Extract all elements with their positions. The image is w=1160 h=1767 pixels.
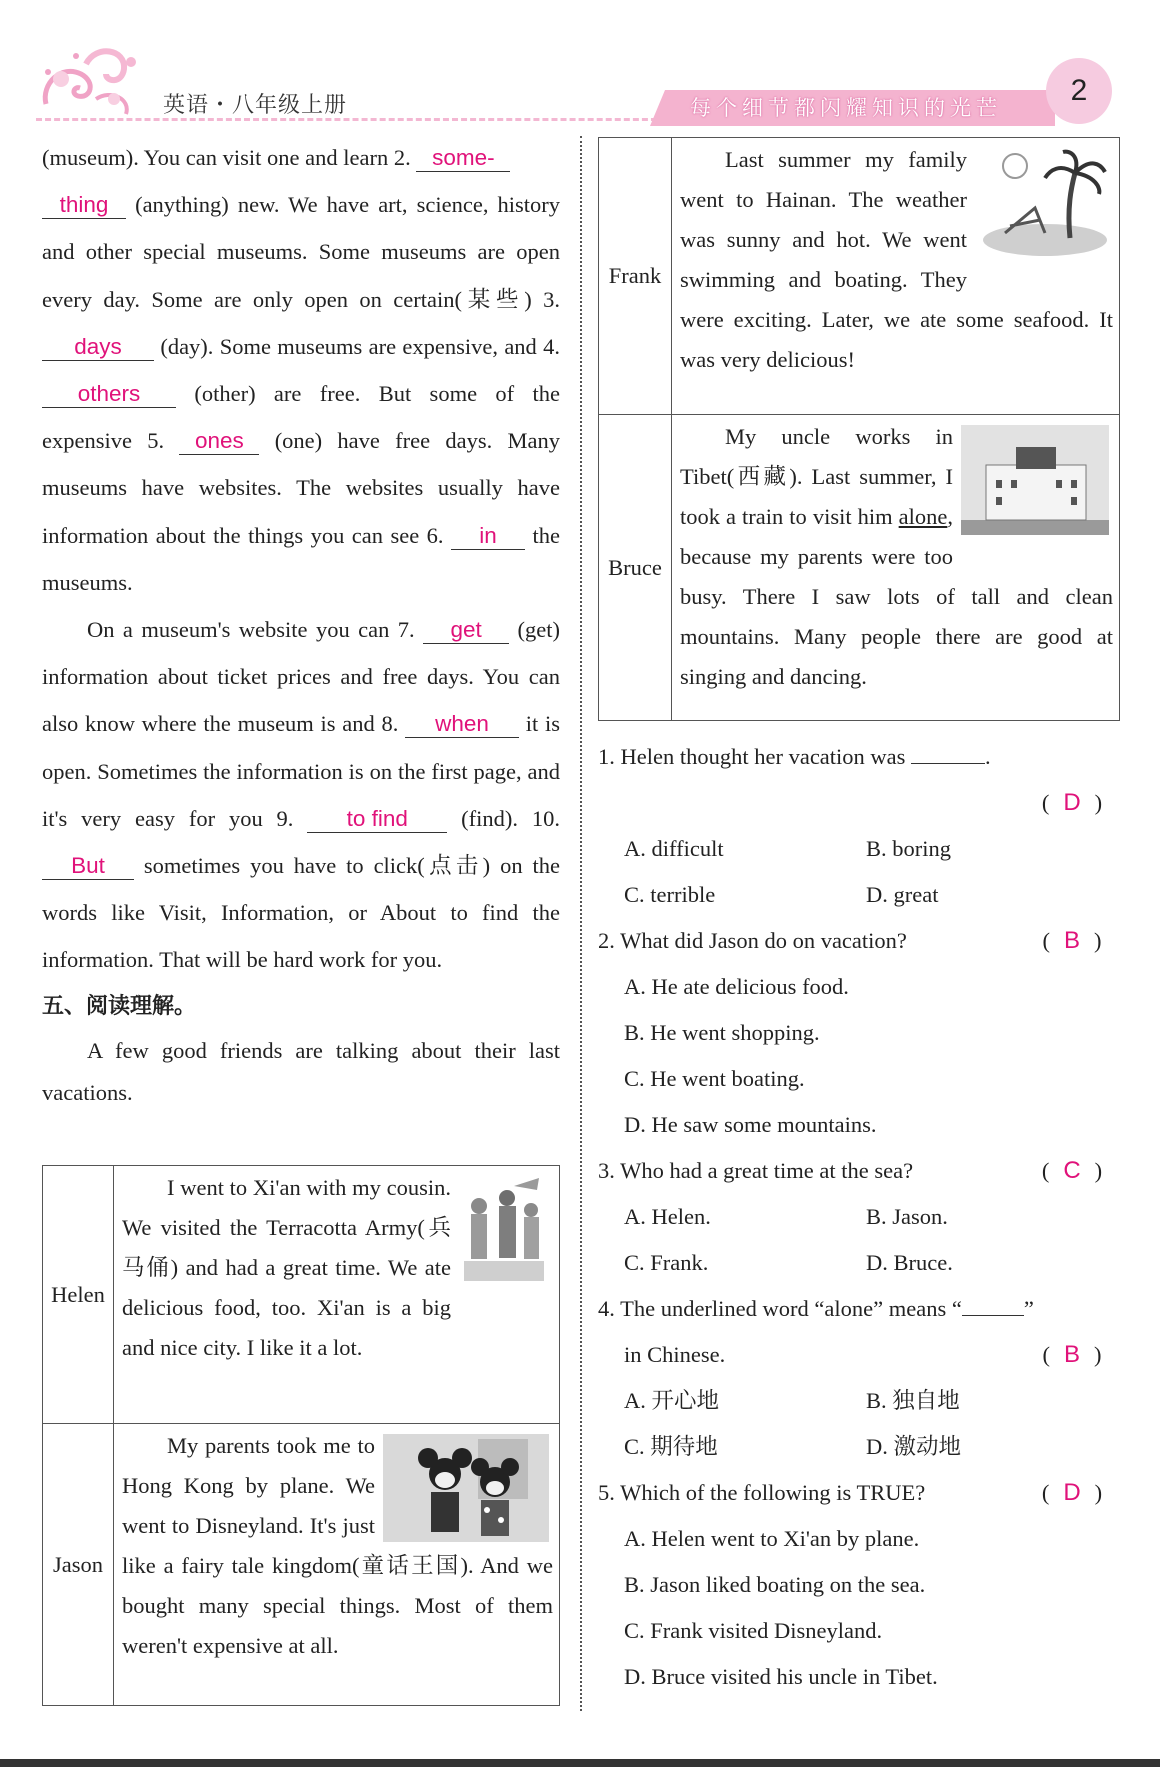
option-c[interactable]: C. He went boating. <box>624 1066 805 1091</box>
option-d[interactable]: D. Bruce. <box>866 1250 953 1275</box>
option-a[interactable]: A. Helen. <box>624 1204 711 1229</box>
option-b[interactable]: B. Jason liked boating on the sea. <box>624 1572 926 1597</box>
answer-3: C <box>1063 1157 1081 1184</box>
answer-4: B <box>1063 1341 1080 1368</box>
potala-palace-icon <box>961 425 1109 535</box>
cloze-paragraph-2: On a museum's website you can 7. get (get) information about ticket prices and free days. You can also know where the museum is and 8. when it is open. Sometimes the information is on the first page, and it's very easy for you 9. to find (find). 10. But sometimes you have to click(点击) on the words like Visit, Information, or About to find the information. That will be hard work for you. <box>42 617 561 973</box>
question-1: 1. Helen thought her vacation was . <box>598 734 1112 780</box>
options-row <box>598 1240 1112 1286</box>
option-b[interactable]: B. Jason. <box>866 1204 948 1229</box>
option-b[interactable]: B. He went shopping. <box>624 1020 820 1045</box>
option-c[interactable]: C. Frank. <box>624 1250 709 1275</box>
subject-title: 英语・八年级上册 <box>163 93 348 118</box>
blank-5: ones <box>179 428 259 455</box>
table-row <box>599 415 1120 721</box>
friend-text-bruce: My uncle works in Tibet(西藏). Last summer, I took a train to visit him alone, because my parents were too busy. There I saw lots of tall and clean mountains. Many people there are good at singing and dancing. <box>672 415 1120 721</box>
blank-2-cont: thing <box>42 192 126 219</box>
page-number: 2 <box>1046 58 1112 124</box>
column-divider <box>580 136 582 1711</box>
option-a[interactable]: A. Helen went to Xi'an by plane. <box>624 1526 920 1551</box>
beach-island-icon <box>975 148 1109 260</box>
option-c[interactable]: C. 期待地 <box>624 1434 718 1459</box>
friend-text-frank: Last summer my family went to Hainan. The weather was sunny and hot. We went swimming and boating. They were exciting. Later, we ate some seafood. It was very delicious! <box>672 138 1120 415</box>
bottom-bar <box>0 1759 1160 1767</box>
question-4: 4. The underlined word “alone” means “ ” <box>598 1286 1112 1332</box>
floral-ornament-icon <box>36 44 146 122</box>
page-header <box>0 0 1160 130</box>
section-5-intro: A few good friends are talking about their last vacations. <box>42 1037 560 1105</box>
question-5: 5. Which of the following is TRUE? ( D ) <box>598 1479 1103 1506</box>
friend-name: Helen <box>43 1166 114 1424</box>
option-d[interactable]: D. 激动地 <box>866 1434 961 1459</box>
question-4-cont: in Chinese. ( B ) <box>624 1341 1102 1368</box>
question-list <box>598 734 1112 1700</box>
answer-1: D <box>1063 789 1081 816</box>
underlined-word: alone <box>898 504 948 529</box>
blank-9: to find <box>307 806 447 833</box>
friend-name: Bruce <box>599 415 672 721</box>
option-b[interactable]: B. 独自地 <box>866 1388 960 1413</box>
answer-2: B <box>1063 927 1080 954</box>
terracotta-army-icon <box>459 1176 549 1286</box>
table-row <box>43 1424 560 1706</box>
blank-4: others <box>42 381 176 408</box>
options-row <box>598 1378 1112 1424</box>
option-d[interactable]: D. He saw some mountains. <box>624 1112 877 1137</box>
options-row <box>598 1424 1112 1470</box>
options-row <box>598 1194 1112 1240</box>
question-2: 2. What did Jason do on vacation? ( B ) <box>598 927 1102 954</box>
table-row <box>43 1166 560 1424</box>
question-3: 3. Who had a great time at the sea? ( C ) <box>598 1157 1103 1184</box>
header-dashed-line <box>36 118 666 121</box>
option-a[interactable]: A. 开心地 <box>624 1388 719 1413</box>
disneyland-mickey-icon <box>383 1434 549 1542</box>
option-c[interactable]: C. terrible <box>624 882 716 907</box>
blank-7: get <box>423 617 509 644</box>
table-row <box>599 138 1120 415</box>
blank-6: in <box>451 523 525 550</box>
options-row <box>598 826 1112 872</box>
friend-name: Frank <box>599 138 672 415</box>
option-d[interactable]: D. great <box>866 882 939 907</box>
header-slogan: 每个细节都闪耀知识的光芒 <box>690 96 1002 120</box>
friend-name: Jason <box>43 1424 114 1706</box>
blank-10: But <box>42 853 134 880</box>
options-row <box>598 872 1112 918</box>
answer-5: D <box>1063 1479 1081 1506</box>
friend-text-jason: My parents took me to Hong Kong by plane. We went to Disneyland. It's just like a fairy tale kingdom(童话王国). And we bought many special things. Most of them weren't expensive at all. <box>114 1424 560 1706</box>
vacation-table-right <box>598 137 1120 721</box>
section-5-title: 五、阅读理解。 <box>42 993 197 1019</box>
friend-text-helen: I went to Xi'an with my cousin. We visited the Terracotta Army(兵马俑) and had a great time. We ate delicious food, too. Xi'an is a big and nice city. I like it a lot. <box>114 1166 560 1424</box>
left-column <box>42 134 560 1114</box>
blank-2: some- <box>416 145 510 172</box>
cloze-paragraph-1: (museum). You can visit one and learn 2. some- thing (anything) new. We have art, science, history and other special museums. Some museums are open every day. Some are only open on certain(某些) 3. days (day). Some museums are expensive, and 4. others (other) are free. But some of the expensive 5. ones (one) have free days. Many museums have websites. The websites usually have information about the things you can see 6. in the museums. <box>42 145 561 595</box>
blank-3: days <box>42 334 154 361</box>
option-b[interactable]: B. boring <box>866 836 952 861</box>
option-d[interactable]: D. Bruce visited his uncle in Tibet. <box>624 1664 938 1689</box>
option-c[interactable]: C. Frank visited Disneyland. <box>624 1618 883 1643</box>
vacation-table-left <box>42 1165 560 1706</box>
question-1-answer-row: ( D ) <box>1041 789 1103 816</box>
blank-8: when <box>405 711 519 738</box>
option-a[interactable]: A. difficult <box>624 836 724 861</box>
option-a[interactable]: A. He ate delicious food. <box>624 974 849 999</box>
